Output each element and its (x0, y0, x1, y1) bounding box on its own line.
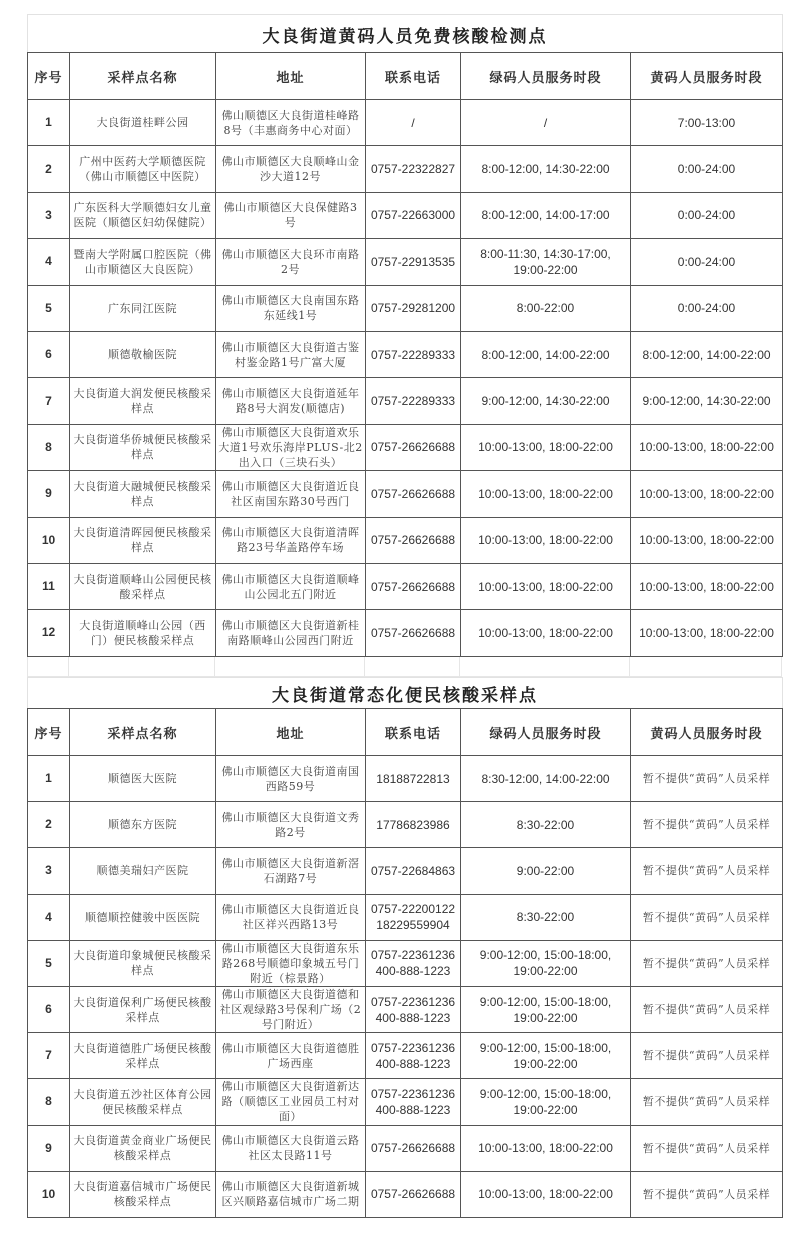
cell-address: 佛山市顺德区大良南国东路东延线1号 (216, 285, 366, 331)
cell-green-hours: 10:00-13:00, 18:00-22:00 (461, 424, 631, 470)
table2-header-row (28, 709, 783, 756)
cell-yellow-hours: 0:00-24:00 (631, 285, 783, 331)
cell-site-name: 大良街道嘉信城市广场便民核酸采样点 (70, 1171, 216, 1217)
cell-green-hours: 10:00-13:00, 18:00-22:00 (461, 1171, 631, 1217)
cell-no: 10 (28, 517, 70, 563)
cell-yellow-hours: 暂不提供“黄码”人员采样 (631, 802, 783, 848)
cell-phone: 0757-22663000 (366, 192, 461, 238)
cell-phone: 0757-26626688 (366, 1125, 461, 1171)
cell-address: 佛山市顺德区大良街道欢乐大道1号欢乐海岸PLUS-北2出入口（三块石头） (216, 424, 366, 470)
table-row (28, 563, 783, 609)
cell-address: 佛山市顺德区大良街道近良社区祥兴西路13号 (216, 894, 366, 940)
cell-address: 佛山市顺德区大良街道新滘石湖路7号 (216, 848, 366, 894)
cell-yellow-hours: 10:00-13:00, 18:00-22:00 (631, 471, 783, 517)
cell-phone: 0757-22913535 (366, 239, 461, 285)
cell-site-name: 顺德医大医院 (70, 756, 216, 802)
table-row (28, 285, 783, 331)
cell-yellow-hours: 9:00-12:00, 14:30-22:00 (631, 378, 783, 424)
cell-green-hours: 8:00-12:00, 14:00-17:00 (461, 192, 631, 238)
table-row (28, 100, 783, 146)
cell-yellow-hours: 暂不提供“黄码”人员采样 (631, 848, 783, 894)
cell-yellow-hours: 暂不提供“黄码”人员采样 (631, 756, 783, 802)
table-row (28, 610, 783, 656)
cell-phone: 0757-22361236 400-888-1223 (366, 986, 461, 1032)
cell-site-name: 顺德美瑞妇产医院 (70, 848, 216, 894)
cell-site-name: 大良街道大融城便民核酸采样点 (70, 471, 216, 517)
cell-green-hours: 10:00-13:00, 18:00-22:00 (461, 1125, 631, 1171)
cell-phone: 0757-22361236 400-888-1223 (366, 1033, 461, 1079)
cell-site-name: 大良街道五沙社区体育公园便民核酸采样点 (70, 1079, 216, 1125)
cell-address: 佛山市顺德区大良街道顺峰山公园北五门附近 (216, 563, 366, 609)
table-row (28, 146, 783, 192)
header-address: 地址 (216, 709, 366, 756)
cell-phone: 0757-26626688 (366, 517, 461, 563)
cell-site-name: 大良街道德胜广场便民核酸采样点 (70, 1033, 216, 1079)
cell-phone: 0757-22200122 18229559904 (366, 894, 461, 940)
cell-green-hours: 9:00-22:00 (461, 848, 631, 894)
cell-yellow-hours: 10:00-13:00, 18:00-22:00 (631, 610, 783, 656)
cell-phone: 0757-22361236 400-888-1223 (366, 940, 461, 986)
table-row (28, 331, 783, 377)
cell-site-name: 大良街道印象城便民核酸采样点 (70, 940, 216, 986)
cell-no: 7 (28, 378, 70, 424)
header-phone: 联系电话 (366, 709, 461, 756)
cell-site-name: 广东医科大学顺德妇女儿童医院（顺德区妇幼保健院） (70, 192, 216, 238)
cell-green-hours: 8:00-12:00, 14:30-22:00 (461, 146, 631, 192)
cell-address: 佛山市顺德区大良街道清晖路23号华盖路停车场 (216, 517, 366, 563)
cell-site-name: 大良街道桂畔公园 (70, 100, 216, 146)
cell-site-name: 顺德敬榆医院 (70, 331, 216, 377)
cell-yellow-hours: 暂不提供“黄码”人员采样 (631, 1125, 783, 1171)
cell-yellow-hours: 暂不提供“黄码”人员采样 (631, 1079, 783, 1125)
cell-address: 佛山市顺德区大良街道文秀路2号 (216, 802, 366, 848)
cell-phone: 0757-26626688 (366, 1171, 461, 1217)
cell-address: 佛山顺德区大良街道桂峰路8号（丰惠商务中心对面） (216, 100, 366, 146)
cell-no: 2 (28, 802, 70, 848)
table-row (28, 894, 783, 940)
table-row (28, 756, 783, 802)
table-row (28, 471, 783, 517)
cell-phone: 0757-22322827 (366, 146, 461, 192)
cell-yellow-hours: 10:00-13:00, 18:00-22:00 (631, 563, 783, 609)
cell-site-name: 大良街道黄金商业广场便民核酸采样点 (70, 1125, 216, 1171)
cell-yellow-hours: 暂不提供“黄码”人员采样 (631, 986, 783, 1032)
header-yellow-hours: 黄码人员服务时段 (631, 709, 783, 756)
cell-green-hours: 8:00-12:00, 14:00-22:00 (461, 331, 631, 377)
cell-yellow-hours: 10:00-13:00, 18:00-22:00 (631, 517, 783, 563)
cell-yellow-hours: 暂不提供“黄码”人员采样 (631, 1171, 783, 1217)
cell-green-hours: 8:00-11:30, 14:30-17:00, 19:00-22:00 (461, 239, 631, 285)
cell-site-name: 大良街道顺峰山公园便民核酸采样点 (70, 563, 216, 609)
cell-yellow-hours: 7:00-13:00 (631, 100, 783, 146)
cell-address: 佛山市顺德区大良环市南路2号 (216, 239, 366, 285)
cell-site-name: 大良街道保利广场便民核酸采样点 (70, 986, 216, 1032)
cell-no: 1 (28, 756, 70, 802)
cell-no: 3 (28, 848, 70, 894)
table-row (28, 378, 783, 424)
cell-address: 佛山市顺德区大良街道新达路（顺德区工业园员工村对面） (216, 1079, 366, 1125)
header-green-hours: 绿码人员服务时段 (461, 53, 631, 100)
cell-no: 3 (28, 192, 70, 238)
cell-green-hours: 8:00-22:00 (461, 285, 631, 331)
cell-site-name: 广州中医药大学顺德医院（佛山市顺德区中医院） (70, 146, 216, 192)
cell-no: 10 (28, 1171, 70, 1217)
cell-yellow-hours: 暂不提供“黄码”人员采样 (631, 940, 783, 986)
header-phone: 联系电话 (366, 53, 461, 100)
table-row (28, 940, 783, 986)
table2-title: 大良街道常态化便民核酸采样点 (272, 686, 538, 706)
cell-green-hours: 8:30-22:00 (461, 802, 631, 848)
cell-phone: 0757-26626688 (366, 563, 461, 609)
table-row (28, 1125, 783, 1171)
cell-no: 5 (28, 285, 70, 331)
cell-phone: / (366, 100, 461, 146)
table-row (28, 986, 783, 1032)
header-green-hours: 绿码人员服务时段 (461, 709, 631, 756)
table1-header-row (28, 53, 783, 100)
cell-site-name: 大良街道清晖园便民核酸采样点 (70, 517, 216, 563)
cell-green-hours: 9:00-12:00, 15:00-18:00, 19:00-22:00 (461, 940, 631, 986)
cell-phone: 0757-22361236 400-888-1223 (366, 1079, 461, 1125)
cell-site-name: 顺德东方医院 (70, 802, 216, 848)
table-row (28, 1171, 783, 1217)
cell-phone: 0757-26626688 (366, 610, 461, 656)
cell-phone: 0757-26626688 (366, 424, 461, 470)
cell-no: 8 (28, 1079, 70, 1125)
cell-site-name: 大良街道顺峰山公园（西门）便民核酸采样点 (70, 610, 216, 656)
cell-phone: 0757-26626688 (366, 471, 461, 517)
cell-no: 6 (28, 986, 70, 1032)
table2-title-box (27, 677, 783, 709)
cell-no: 7 (28, 1033, 70, 1079)
cell-phone: 0757-22289333 (366, 378, 461, 424)
cell-yellow-hours: 0:00-24:00 (631, 192, 783, 238)
cell-address: 佛山市顺德区大良街道东乐路268号顺德印象城五号门附近（棕景路） (216, 940, 366, 986)
cell-green-hours: / (461, 100, 631, 146)
cell-green-hours: 10:00-13:00, 18:00-22:00 (461, 517, 631, 563)
table2-body (28, 756, 783, 1218)
cell-green-hours: 10:00-13:00, 18:00-22:00 (461, 471, 631, 517)
cell-phone: 17786823986 (366, 802, 461, 848)
cell-address: 佛山市顺德区大良街道延年路8号大润发(顺德店) (216, 378, 366, 424)
table-row (28, 1079, 783, 1125)
cell-yellow-hours: 10:00-13:00, 18:00-22:00 (631, 424, 783, 470)
cell-no: 2 (28, 146, 70, 192)
cell-green-hours: 9:00-12:00, 15:00-18:00, 19:00-22:00 (461, 1033, 631, 1079)
cell-green-hours: 10:00-13:00, 18:00-22:00 (461, 563, 631, 609)
table-row (28, 424, 783, 470)
cell-address: 佛山市顺德区大良街道新城区兴顺路嘉信城市广场二期 (216, 1171, 366, 1217)
header-no: 序号 (28, 709, 70, 756)
cell-no: 4 (28, 894, 70, 940)
cell-yellow-hours: 0:00-24:00 (631, 239, 783, 285)
cell-phone: 0757-22289333 (366, 331, 461, 377)
cell-address: 佛山市顺德区大良街道近良社区南国东路30号西门 (216, 471, 366, 517)
cell-no: 1 (28, 100, 70, 146)
cell-no: 9 (28, 1125, 70, 1171)
table-spacer-row (27, 657, 782, 677)
cell-no: 12 (28, 610, 70, 656)
cell-address: 佛山市顺德区大良街道德胜广场西座 (216, 1033, 366, 1079)
cell-address: 佛山市顺德区大良保健路3号 (216, 192, 366, 238)
header-yellow-hours: 黄码人员服务时段 (631, 53, 783, 100)
cell-green-hours: 8:30-22:00 (461, 894, 631, 940)
header-name: 采样点名称 (70, 709, 216, 756)
cell-no: 6 (28, 331, 70, 377)
cell-green-hours: 8:30-12:00, 14:00-22:00 (461, 756, 631, 802)
cell-yellow-hours: 8:00-12:00, 14:00-22:00 (631, 331, 783, 377)
header-no: 序号 (28, 53, 70, 100)
cell-yellow-hours: 暂不提供“黄码”人员采样 (631, 1033, 783, 1079)
cell-green-hours: 10:00-13:00, 18:00-22:00 (461, 610, 631, 656)
cell-site-name: 大良街道华侨城便民核酸采样点 (70, 424, 216, 470)
cell-address: 佛山市顺德区大良街道南国西路59号 (216, 756, 366, 802)
cell-address: 佛山市顺德区大良街道古鉴村鉴金路1号广富大厦 (216, 331, 366, 377)
cell-address: 佛山市顺德区大良街道新桂南路顺峰山公园西门附近 (216, 610, 366, 656)
table-row (28, 239, 783, 285)
cell-no: 8 (28, 424, 70, 470)
cell-site-name: 顺德顺控健骏中医医院 (70, 894, 216, 940)
cell-phone: 0757-29281200 (366, 285, 461, 331)
cell-site-name: 暨南大学附属口腔医院（佛山市顺德区大良医院） (70, 239, 216, 285)
header-address: 地址 (216, 53, 366, 100)
cell-no: 5 (28, 940, 70, 986)
cell-green-hours: 9:00-12:00, 14:30-22:00 (461, 378, 631, 424)
cell-green-hours: 9:00-12:00, 15:00-18:00, 19:00-22:00 (461, 1079, 631, 1125)
cell-site-name: 广东同江医院 (70, 285, 216, 331)
table2 (27, 708, 783, 1218)
cell-site-name: 大良街道大润发便民核酸采样点 (70, 378, 216, 424)
table1-title: 大良街道黄码人员免费核酸检测点 (262, 26, 548, 47)
cell-yellow-hours: 0:00-24:00 (631, 146, 783, 192)
cell-phone: 18188722813 (366, 756, 461, 802)
table-row (28, 1033, 783, 1079)
table1 (27, 52, 783, 657)
cell-yellow-hours: 暂不提供“黄码”人员采样 (631, 894, 783, 940)
cell-phone: 0757-22684863 (366, 848, 461, 894)
cell-address: 佛山市顺德区大良街道云路社区太艮路11号 (216, 1125, 366, 1171)
cell-no: 9 (28, 471, 70, 517)
table-row (28, 517, 783, 563)
table-row (28, 802, 783, 848)
table1-title-box (27, 14, 783, 53)
cell-address: 佛山市顺德区大良街道德和社区观绿路3号保利广场（2号门附近） (216, 986, 366, 1032)
table-row (28, 192, 783, 238)
header-name: 采样点名称 (70, 53, 216, 100)
cell-no: 4 (28, 239, 70, 285)
table1-body (28, 100, 783, 657)
cell-no: 11 (28, 563, 70, 609)
cell-address: 佛山市顺德区大良顺峰山金沙大道12号 (216, 146, 366, 192)
table-row (28, 848, 783, 894)
cell-green-hours: 9:00-12:00, 15:00-18:00, 19:00-22:00 (461, 986, 631, 1032)
